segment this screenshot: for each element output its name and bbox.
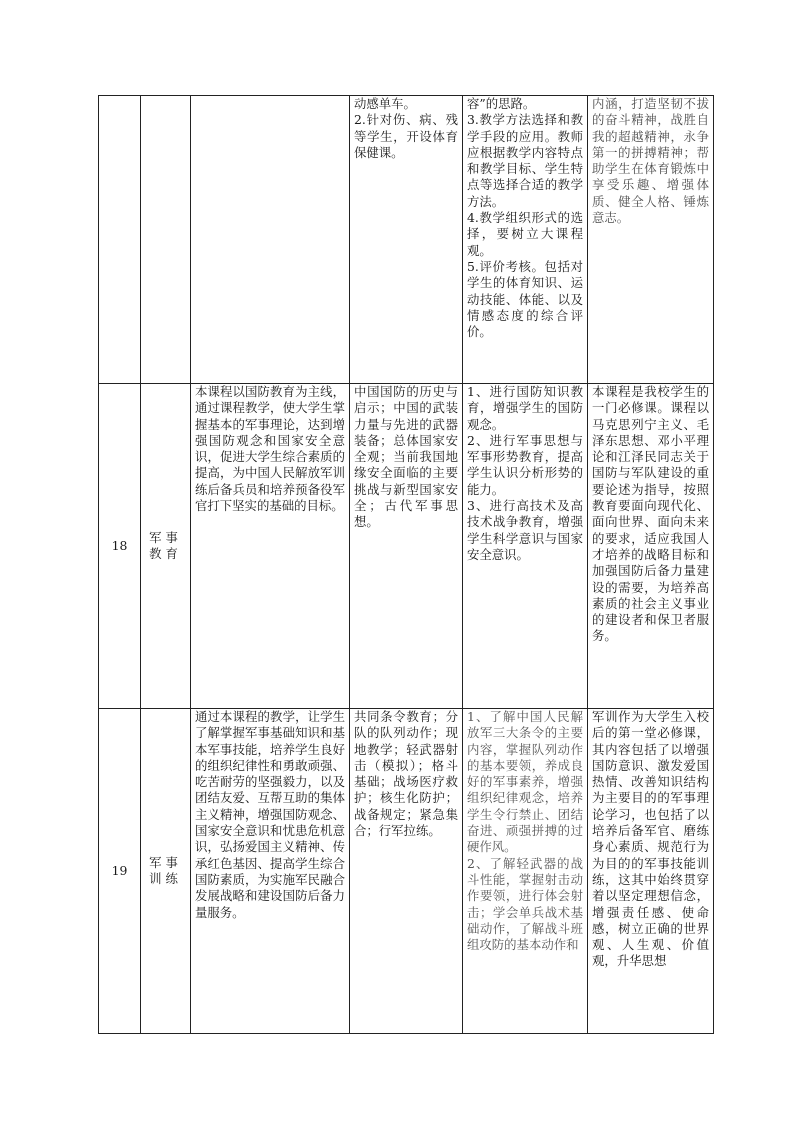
course-goal-cell [191,96,350,384]
table-row [99,96,714,384]
ideology-cell [588,384,714,709]
course-goal-text: 通过本课程的教学，让学生了解掌握军事基础知识和基本军事技能，培养学生良好的组织纪律性和勇敢顽强、吃苦耐劳的坚强毅力，以及团结友爱、互帮互助的集体主义精神，增强国防观念、国家安全意识和忧患危机意识，弘扬爱国主义精神、传承红色基因、提高学生综合国防素质，为实施军民融合发展战略和建设国防后备力量服务。 [195,709,345,920]
ideology-text: 本课程是我校学生的一门必修课。课程以马克思列宁主义、毛泽东思想、邓小平理论和江泽民同志关于国防与军队建设的重要论述为指导，按照教育要面向现代化、面向世界、面向未来的要求，适应我国人才培养的战略目标和加强国防后备力量建设的需要，为培养高素质的社会主义事业的建设者和保卫者服务。 [592,384,709,644]
course-number-cell: 19 [99,709,141,1034]
ideology-cell [588,709,714,1034]
teaching-requirements-text: 容”的思路。 3.教学方法选择和教学手段的应用。教师应根据教学内容特点和教学目标、学生特点等选择合适的教学方法。 4.教学组织形式的选择，要树立大课程观。 5.评价考核。包括对学生的体育知识、运动技能、体能、以及情感态度的综合评价。 [467,96,583,340]
course-name-cell: 军事教育 [141,384,191,709]
course-content-text: 中国国防的历史与启示；中国的武装力量与先进的武器装备；总体国家安全观；当前我国地缘安全面临的主要挑战与新型国家安全；古代军事思想。 [354,384,458,530]
course-content-cell [350,709,463,1034]
table-row [99,709,714,1034]
ideology-cell [588,96,714,384]
course-content-cell [350,384,463,709]
ideology-text: 内涵，打造坚韧不拔的奋斗精神，战胜自我的超越精神，永争第一的拼搏精神；帮助学生在体育锻炼中享受乐趣、增强体质、健全人格、锤炼意志。 [592,96,709,226]
ideology-text: 军训作为大学生入校后的第一堂必修课，其内容包括了以增强国防意识、激发爱国热情、改善知识结构为主要目的的军事理论学习，也包括了以培养后备军官、磨练身心素质、规范行为为目的的军事技能训练，这其中始终贯穿着以坚定理想信念，增强责任感、使命感，树立正确的世界观、人生观、价值观，升华思想 [592,709,709,969]
teaching-requirements-cell [463,96,588,384]
course-content-text: 动感单车。 2.针对伤、病、残等学生，开设体育保健课。 [354,96,458,160]
teaching-requirements-cell [463,709,588,1034]
course-goal-text: 本课程以国防教育为主线，通过课程教学，使大学生掌握基本的军事理论，达到增强国防观念和国家安全意识，促进大学生综合素质的提高，为中国人民解放军训练后备兵员和培养预备役军官打下坚实的基础的目标。 [195,384,345,514]
course-number-cell: 18 [99,384,141,709]
teaching-requirements-text: 1、进行国防知识教育，增强学生的国防观念。 2、进行军事思想与军事形势教育，提高学生认识分析形势的能力。 3、进行高技术及高技术战争教育，增强学生科学意识与国家安全意识。 [467,384,583,562]
table-row [99,384,714,709]
course-goal-cell [191,384,350,709]
teaching-requirements-text: 1、了解中国人民解放军三大条令的主要内容，掌握队列动作的基本要领，养成良好的军事素养，增强组织纪律观念，培养学生令行禁止、团结奋进、顽强拼搏的过硬作风。 2、了解轻武器的战斗性能，掌握射击动作要领，进行体会射击；学会单兵战术基础动作，了解战斗班组攻防的基本动作和 [467,709,583,953]
course-name-cell: 军事训练 [141,709,191,1034]
course-table [98,95,714,1034]
course-content-text: 共同条令教育；分队的队列动作；现地教学；轻武器射击（模拟）；格斗基础；战场医疗救护；核生化防护；战备规定；紧急集合；行军拉练。 [354,709,458,839]
course-name-cell [141,96,191,384]
course-number-cell [99,96,141,384]
teaching-requirements-cell [463,384,588,709]
course-content-cell [350,96,463,384]
course-goal-cell [191,709,350,1034]
